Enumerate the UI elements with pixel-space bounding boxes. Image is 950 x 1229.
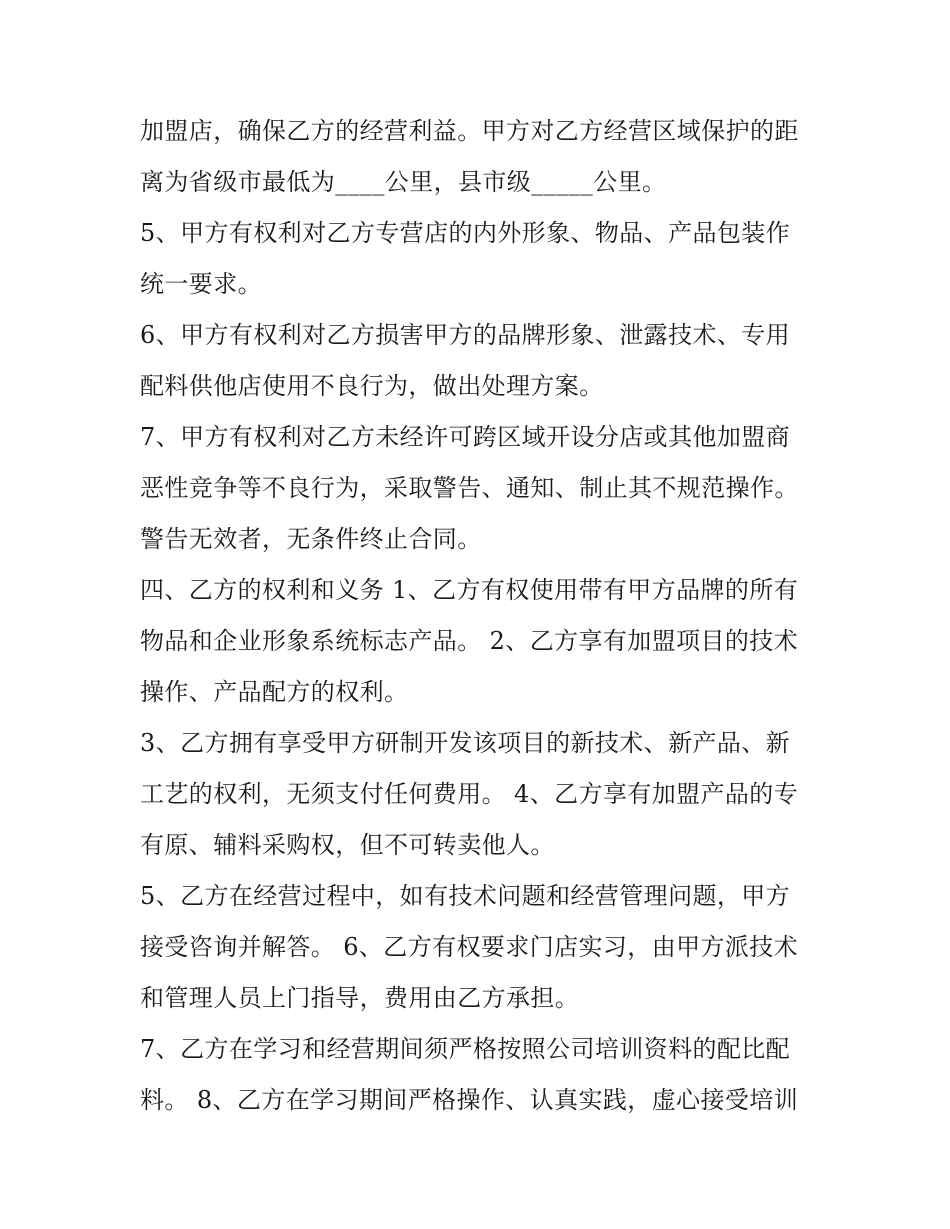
text-line: 恶性竞争等不良行为，采取警告、通知、制止其不规范操作。: [140, 474, 799, 502]
text-line: 操作、产品配方的权利。: [140, 678, 409, 706]
text-line: 3、乙方拥有享受甲方研制开发该项目的新技术、新产品、新: [140, 729, 791, 757]
text-line: 料。 8、乙方在学习期间严格操作、认真实践，虚心接受培训: [140, 1086, 799, 1114]
document-body: [140, 106, 820, 1126]
text-line: 7、乙方在学习和经营期间须严格按照公司培训资料的配比配: [140, 1035, 791, 1063]
text-line: 物品和企业形象系统标志产品。 2、乙方享有加盟项目的技术: [140, 627, 799, 655]
text-line: 统一要求。: [140, 270, 262, 298]
text-line: 加盟店，确保乙方的经营利益。甲方对乙方经营区域保护的距: [140, 117, 799, 145]
text-line: 6、甲方有权利对乙方损害甲方的品牌形象、泄露技术、专用: [140, 321, 791, 349]
text-line: 四、乙方的权利和义务 1、乙方有权使用带有甲方品牌的所有: [140, 576, 799, 604]
text-line: 5、甲方有权利对乙方专营店的内外形象、物品、产品包装作: [140, 219, 791, 247]
text-line: 工艺的权利，无须支付任何费用。 4、乙方享有加盟产品的专: [140, 780, 799, 808]
text-line: 警告无效者，无条件终止合同。: [140, 525, 482, 553]
text-line: 接受咨询并解答。 6、乙方有权要求门店实习，由甲方派技术: [140, 933, 799, 961]
text-line: 5、乙方在经营过程中，如有技术问题和经营管理问题，甲方: [140, 882, 791, 910]
text-line: 和管理人员上门指导，费用由乙方承担。: [140, 984, 580, 1012]
text-line: 离为省级市最低为____公里，县市级_____公里。: [140, 168, 667, 196]
text-line: 配料供他店使用不良行为，做出处理方案。: [140, 372, 604, 400]
text-line: 有原、辅料采购权，但不可转卖他人。: [140, 831, 555, 859]
text-line: 7、甲方有权利对乙方未经许可跨区域开设分店或其他加盟商: [140, 423, 791, 451]
